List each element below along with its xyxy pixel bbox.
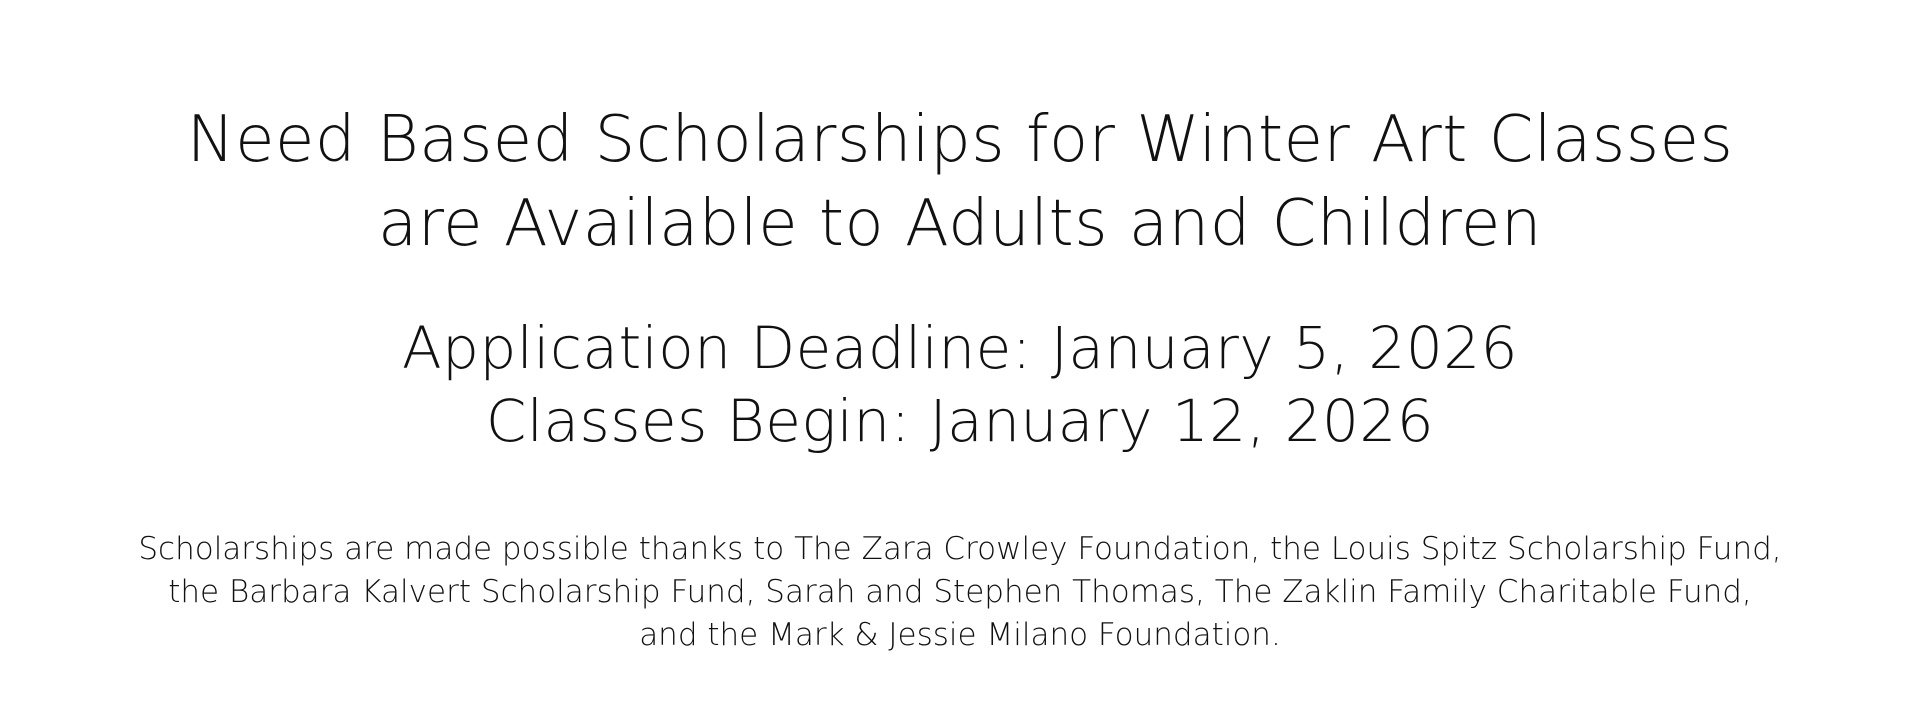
headline-line-1: Need Based Scholarships for Winter Art Classes [186,103,1734,177]
headline-line-2: are Available to Adults and Children [378,187,1542,261]
application-deadline: Application Deadline: January 5, 2026 [401,314,1519,382]
classes-begin-date: Classes Begin: January 12, 2026 [485,387,1435,455]
scholarship-credits [0,528,1920,657]
credits-line-3: and the Mark & Jessie Milano Foundation. [639,617,1281,653]
credits-line-1: Scholarships are made possible thanks to The Zara Crowley Foundation, the Louis Spitz Scholarship Fund, [138,531,1782,567]
headline [0,98,1920,266]
important-dates [0,312,1920,458]
credits-line-2: the Barbara Kalvert Scholarship Fund, Sarah and Stephen Thomas, The Zaklin Family Charitable Fund, [168,574,1752,610]
